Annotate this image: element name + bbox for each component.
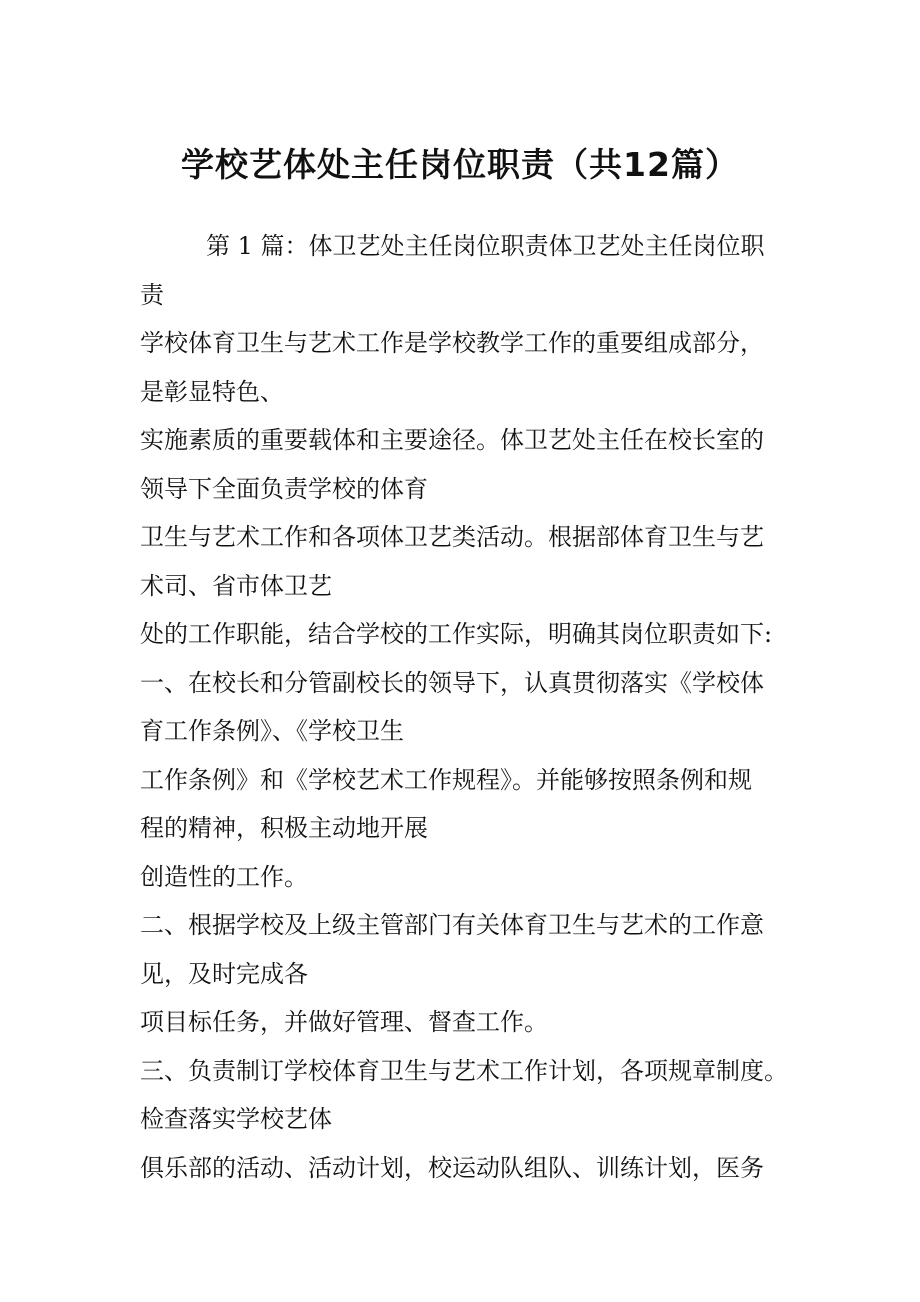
text-line: 育工作条例》、《学校卫生 [140, 717, 404, 745]
text-line: 项目标任务，并做好管理、督查工作。 [140, 1008, 548, 1036]
text-line: 实施素质的重要载体和主要途径。体卫艺处主任在校长室的 [140, 426, 764, 454]
document-title: 学校艺体处主任岗位职责（共12篇） [181, 145, 739, 184]
text-line: 创造性的工作。 [140, 862, 308, 891]
text-line: 卫生与艺术工作和各项体卫艺类活动。根据部体育卫生与艺 [140, 523, 764, 551]
text-line: 见，及时完成各 [140, 959, 308, 988]
text-line: 处的工作职能，结合学校的工作实际，明确其岗位职责如下: [140, 620, 773, 648]
text-line: 第 1 篇：体卫艺处主任岗位职责体卫艺处主任岗位职 [206, 232, 765, 260]
text-line: 领导下全面负责学校的体育 [140, 474, 428, 503]
text-line: 是彰显特色、 [140, 377, 284, 406]
document-body [140, 222, 790, 1192]
text-line: 俱乐部的活动、活动计划，校运动队组队、训练计划，医务 [140, 1153, 764, 1182]
text-line: 程的精神，积极主动地开展 [140, 814, 428, 842]
text-line: 工作条例》和《学校艺术工作规程》。并能够按照条例和规 [140, 765, 752, 794]
text-line: 一、在校长和分管副校长的领导下，认真贯彻落实《学校体 [140, 668, 764, 697]
text-line: 检查落实学校艺体 [140, 1105, 332, 1133]
text-line: 术司、省市体卫艺 [140, 571, 332, 600]
text-line: 三、负责制订学校体育卫生与艺术工作计划，各项规章制度。 [140, 1056, 788, 1085]
text-line: 二、根据学校及上级主管部门有关体育卫生与艺术的工作意 [140, 911, 764, 939]
text-line: 责 [140, 280, 164, 309]
text-line: 学校体育卫生与艺术工作是学校教学工作的重要组成部分， [140, 329, 764, 357]
